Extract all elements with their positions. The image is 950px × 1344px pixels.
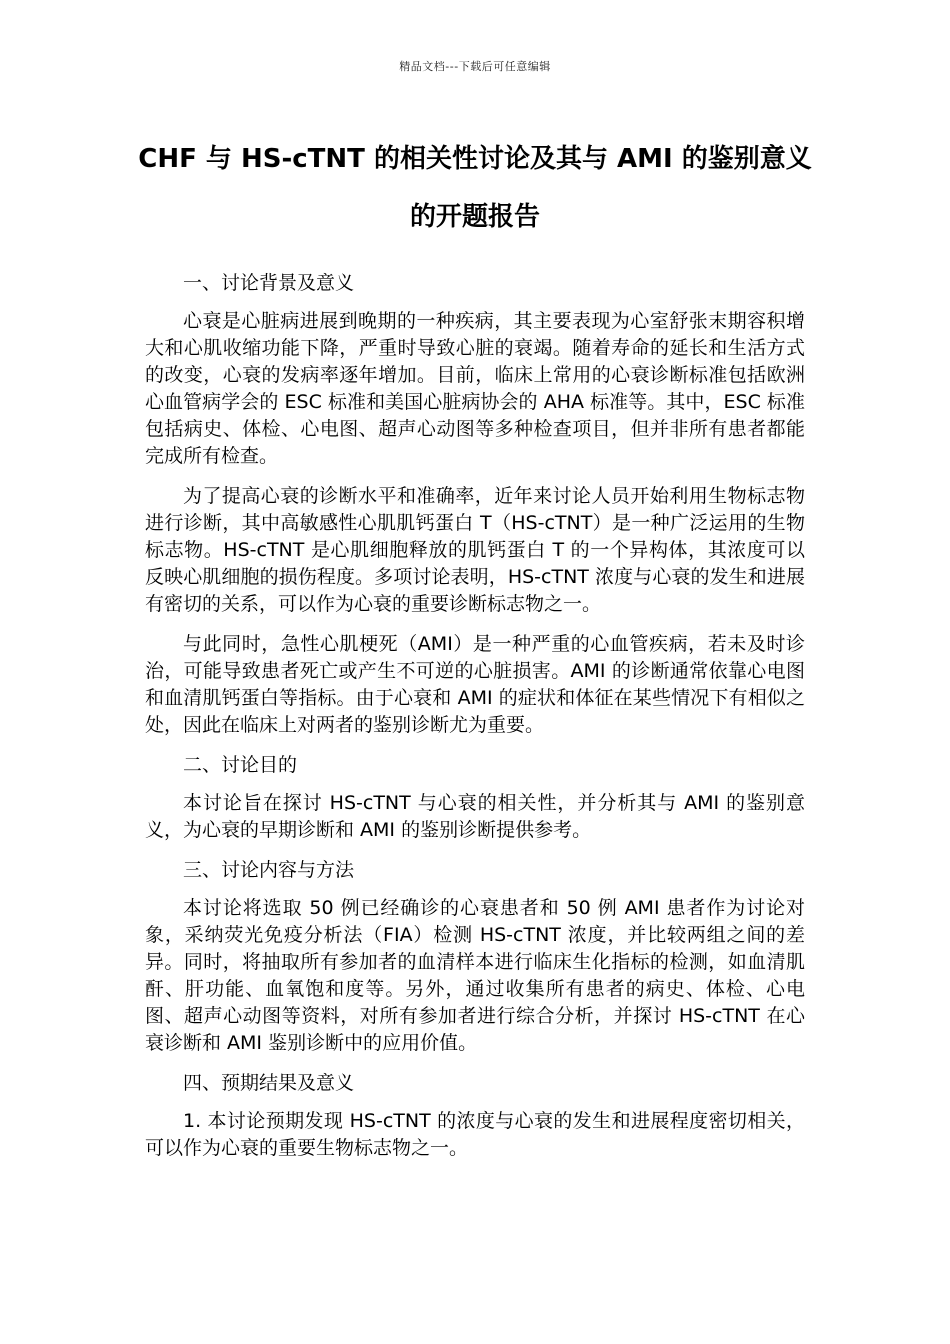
section-heading: 二、讨论目的 bbox=[183, 754, 298, 776]
paragraph: 本讨论旨在探讨 HS-cTNT 与心衰的相关性，并分析其与 AMI 的鉴别意义，为心衰的早期诊断和 AMI 的鉴别诊断提供参考。 bbox=[145, 792, 805, 841]
paragraph: 1. 本讨论预期发现 HS-cTNT 的浓度与心衰的发生和进展程度密切相关，可以作为心衰的重要生物标志物之一。 bbox=[145, 1110, 805, 1159]
page-header: 精品文档---下载后可任意编辑 bbox=[399, 60, 551, 73]
document-title: CHF 与 HS-cTNT 的相关性讨论及其与 AMI 的鉴别意义的开题报告 bbox=[138, 144, 812, 232]
document-body bbox=[145, 270, 805, 1175]
paragraph: 心衰是心脏病进展到晚期的一种疾病，其主要表现为心室舒张末期容积增大和心肌收缩功能下降，严重时导致心脏的衰竭。随着寿命的延长和生活方式的改变，心衰的发病率逐年增加。目前，临床上常用的心衰诊断标准包括欧洲心血管病学会的 ESC 标准和美国心脏病协会的 AHA 标准等。其中，ESC 标准包括病史、体检、心电图、超声心动图等多种检查项目，但并非所有患者都能完成所有检查。 bbox=[145, 310, 805, 467]
section-heading: 四、预期结果及意义 bbox=[183, 1072, 355, 1094]
paragraph: 本讨论将选取 50 例已经确诊的心衰患者和 50 例 AMI 患者作为讨论对象，采纳荧光免疫分析法（FIA）检测 HS-cTNT 浓度，并比较两组之间的差异。同时，将抽取所有参加者的血清样本进行临床生化指标的检测，如血清肌酐、肝功能、血氧饱和度等。另外，通过收集所有患者的病史、体检、心电图、超声心动图等资料，对所有参加者进行综合分析，并探讨 HS-cTNT 在心衰诊断和 AMI 鉴别诊断中的应用价值。 bbox=[145, 897, 805, 1054]
section-heading: 一、讨论背景及意义 bbox=[183, 272, 355, 294]
paragraph: 为了提高心衰的诊断水平和准确率，近年来讨论人员开始利用生物标志物进行诊断，其中高敏感性心肌肌钙蛋白 T（HS-cTNT）是一种广泛运用的生物标志物。HS-cTNT 是心肌细胞释放的肌钙蛋白 T 的一个异构体，其浓度可以反映心肌细胞的损伤程度。多项讨论表明，HS-cTNT 浓度与心衰的发生和进展有密切的关系，可以作为心衰的重要诊断标志物之一。 bbox=[145, 485, 805, 615]
section-heading: 三、讨论内容与方法 bbox=[183, 859, 355, 881]
paragraph: 与此同时，急性心肌梗死（AMI）是一种严重的心血管疾病，若未及时诊治，可能导致患者死亡或产生不可逆的心脏损害。AMI 的诊断通常依靠心电图和血清肌钙蛋白等指标。由于心衰和 AMI 的症状和体征在某些情况下有相似之处，因此在临床上对两者的鉴别诊断尤为重要。 bbox=[145, 633, 805, 736]
